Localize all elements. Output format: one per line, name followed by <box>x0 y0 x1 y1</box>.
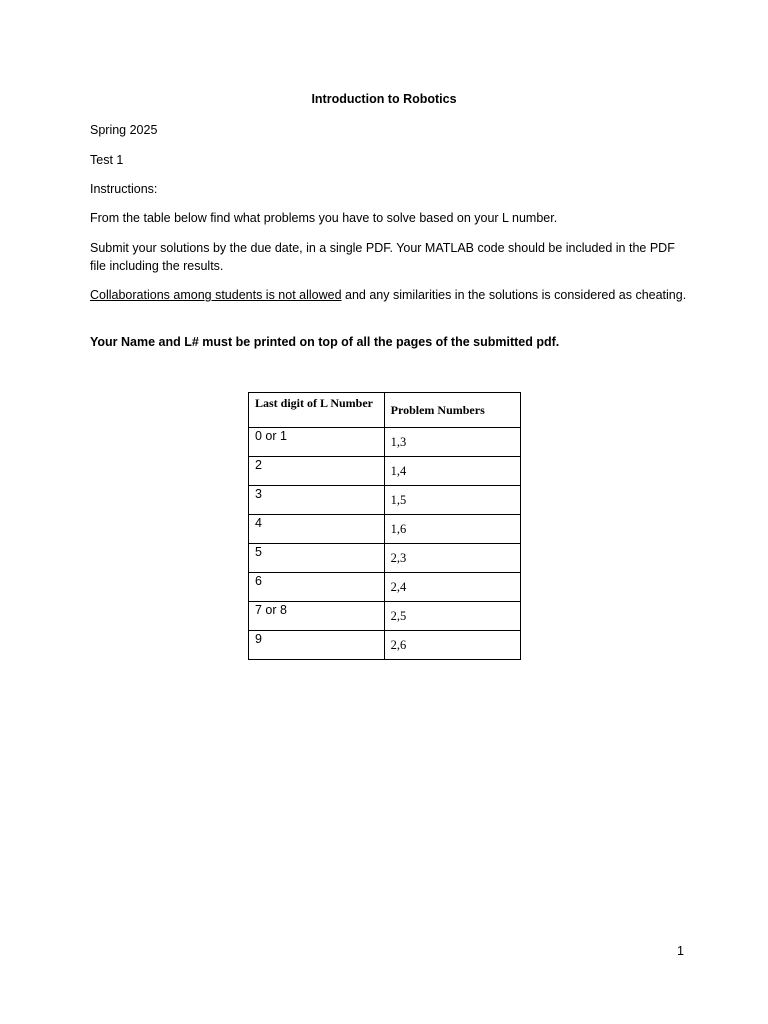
table-row <box>249 573 521 602</box>
submission-text: Submit your solutions by the due date, in a single PDF. Your MATLAB code should be included in the PDF file including the results. <box>90 241 675 273</box>
table-row <box>249 544 521 573</box>
table-header-row <box>249 393 521 428</box>
problem-numbers-cell: 2,5 <box>384 602 520 631</box>
table-row <box>249 457 521 486</box>
last-digit-cell: 7 or 8 <box>249 602 385 631</box>
collaboration-underlined-text: Collaborations among students is not allowed <box>90 288 342 302</box>
collaboration-rest-text: and any similarities in the solutions is considered as cheating. <box>341 288 687 302</box>
document-title: Introduction to Robotics <box>311 92 457 106</box>
problem-numbers-cell: 1,3 <box>384 428 520 457</box>
problem-numbers-cell: 1,6 <box>384 515 520 544</box>
problem-numbers-cell: 2,4 <box>384 573 520 602</box>
instructions-heading: Instructions: <box>90 182 158 196</box>
semester-text: Spring 2025 <box>90 123 158 137</box>
table-row <box>249 602 521 631</box>
table-row <box>249 515 521 544</box>
last-digit-cell: 5 <box>249 544 385 573</box>
problem-numbers-cell: 1,4 <box>384 457 520 486</box>
last-digit-cell: 2 <box>249 457 385 486</box>
problem-assignment-table <box>248 392 521 660</box>
table-row <box>249 428 521 457</box>
collaboration-policy <box>90 286 690 304</box>
last-digit-cell: 6 <box>249 573 385 602</box>
name-notice: Your Name and L# must be printed on top of all the pages of the submitted pdf. <box>90 335 560 349</box>
problem-numbers-cell: 2,3 <box>384 544 520 573</box>
problem-numbers-cell: 2,6 <box>384 631 520 660</box>
table-row <box>249 631 521 660</box>
page-number: 1 <box>677 944 684 958</box>
test-label: Test 1 <box>90 153 124 167</box>
header-last-digit: Last digit of L Number <box>249 393 385 428</box>
last-digit-cell: 4 <box>249 515 385 544</box>
table-row <box>249 486 521 515</box>
problem-numbers-cell: 1,5 <box>384 486 520 515</box>
last-digit-cell: 0 or 1 <box>249 428 385 457</box>
last-digit-cell: 9 <box>249 631 385 660</box>
last-digit-cell: 3 <box>249 486 385 515</box>
table-note-text: From the table below find what problems you have to solve based on your L number. <box>90 211 558 225</box>
header-problem-numbers: Problem Numbers <box>384 393 520 428</box>
